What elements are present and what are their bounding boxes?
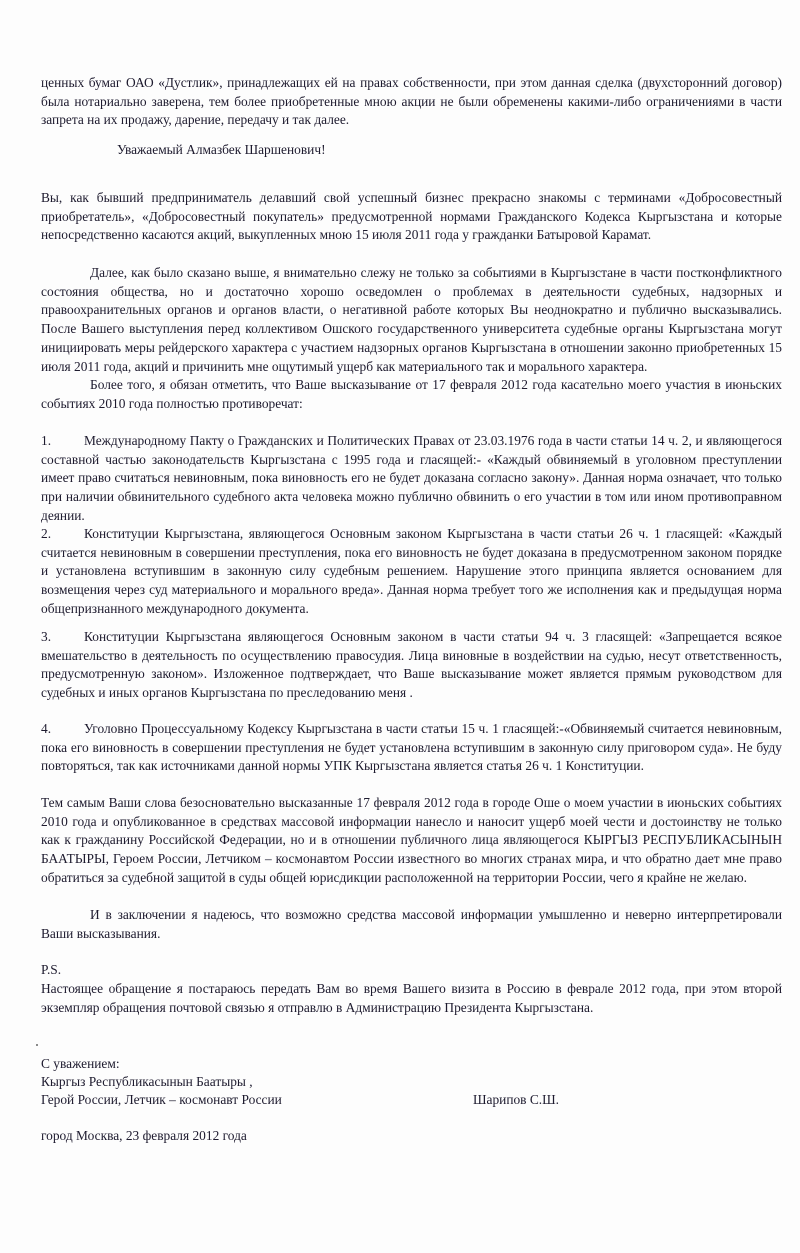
numbered-item-1: [41, 432, 782, 526]
item-text: Уголовно Процессуальному Кодексу Кыргызстана в части статьи 15 ч. 1 гласящей:-«Обвиняемый считается невиновным, пока его виновность в совершении преступления не будет установлена вступившим в законную силу приговором суда». Не буду повторяться, так как источниками данной нормы УПК Кыргызстана является статья 26 ч. 1 Конституции.: [41, 721, 782, 774]
item-number: 4.: [41, 721, 52, 736]
signature-title-line-1: Кыргыз Республикасынын Баатыры ,: [41, 1074, 253, 1089]
salutation: Уважаемый Алмазбек Шаршенович!: [117, 142, 326, 157]
signature-name: Шарипов С.Ш.: [473, 1092, 559, 1107]
signature-title-line-2: Герой России, Летчик – космонавт России: [41, 1092, 282, 1107]
stray-mark: [36, 1044, 38, 1046]
closing-paragraph: И в заключении я надеюсь, что возможно средства массовой информации умышленно и неверно интерпретировали Ваши высказывания.: [41, 907, 782, 941]
place-date: город Москва, 23 февраля 2012 года: [41, 1128, 247, 1143]
conclusion-paragraph: Тем самым Ваши слова безосновательно высказанные 17 февраля 2012 года в городе Оше о моем участии в июньских событиях 2010 года и опубликованное в средствах массовой информации нанесло и наносит ущерб моей чести и достоинству не только как к гражданину Российской Федерации, но и в отношении публичного лица являющегося КЫРГЫЗ РЕСПУБЛИКАСЫНЫН БААТЫРЫ, Героем России, Летчиком – космонавтом России известного во многих странах мира, и что обратно дает мне право обратиться за судебной защитой в суды общей юрисдикции расположенной на территории России, чего я крайне не желаю.: [41, 795, 782, 885]
signature-regards: С уважением:: [41, 1056, 120, 1071]
paragraph-monitoring: Далее, как было сказано выше, я внимательно слежу не только за событиями в Кыргызстане в части постконфликтного состояния общества, но и достаточно хорошо осведомлен о проблемах в деятельности судебных, надзорных и правоохранительных органов и органов власти, о негативной работе которых Вы неоднократно и публично высказывались. После Вашего выступления перед коллективом Ошского государственного университета судебные органы Кыргызстана могут инициировать меры рейдерского характера с участием надзорных органов Кыргызстана в отношении законно приобретенных 15 июля 2011 года, акций и причинить мне ощутимый ущерб как материального так и морального характера.: [41, 265, 782, 374]
numbered-item-2: [41, 525, 782, 619]
item-number: 1.: [41, 433, 52, 448]
paragraph-contradiction: Более того, я обязан отметить, что Ваше высказывание от 17 февраля 2012 года касательно моего участия в июньских событиях 2010 года полностью противоречат:: [41, 377, 782, 411]
intro-paragraph: ценных бумаг ОАО «Дустлик», принадлежащих ей на правах собственности, при этом данная сделка (двухсторонний договор) была нотариально заверена, тем более приобретенные мною акции не были обременены какими-либо ограничениями в части запрета на их продажу, дарение, передачу и так далее.: [41, 75, 782, 128]
ps-label: P.S.: [41, 962, 62, 977]
item-number: 2.: [41, 526, 52, 541]
item-text: Международному Пакту о Гражданских и Политических Правах от 23.03.1976 года в части статьи 14 ч. 2, и являющегося составной частью законодательств Кыргызстана с 1995 года и гласящей:- «Каждый обвиняемый в уголовном преступлении имеет право считаться невиновным, пока виновность его не будет доказана согласно закону». Данная норма означает, что только при наличии обвинительного судебного акта человека можно публично обвинить о его участии в том или ином противоправном деянии.: [41, 433, 782, 523]
numbered-item-3: [41, 628, 782, 703]
item-text: Конституции Кыргызстана, являющегося Основным законом Кыргызстана в части статьи 26 ч. 1 гласящей: «Каждый считается невиновным в совершении преступления, пока его виновность не будет доказана в предусмотренном законом порядке и установлена вступившим в законную силу судебным решением. Нарушение этого принципа является основанием для возмещения через суд материального и морального вреда». Данная норма требует того же исполнения как и предыдущая норма общепризнанного международного документа.: [41, 526, 782, 616]
numbered-item-4: [41, 720, 782, 776]
ps-text: Настоящее обращение я постараюсь передать Вам во время Вашего визита в Россию в феврале 2012 года, при этом второй экземпляр обращения почтовой связью я отправлю в Администрацию Президента Кыргызстана.: [41, 981, 782, 1015]
paragraph-terms: Вы, как бывший предприниматель делавший свой успешный бизнес прекрасно знакомы с терминами «Добросовестный приобретатель», «Добросовестный покупатель» предусмотренной нормами Гражданского Кодекса Кыргызстана и которые непосредственно касаются акций, выкупленных мною 15 июля 2011 года у гражданки Батыровой Карамат.: [41, 190, 782, 243]
item-text: Конституции Кыргызстана являющегося Основным законом в части статьи 94 ч. 3 гласящей: «Запрещается всякое вмешательство в деятельность по осуществлению правосудия. Лица виновные в воздействии на судью, несут ответственность, предусмотренную законом». Изложенное подтверждает, что Ваше высказывание может является прямым руководством для судебных и иных органов Кыргызстана по преследованию меня .: [41, 629, 782, 701]
item-number: 3.: [41, 629, 52, 644]
